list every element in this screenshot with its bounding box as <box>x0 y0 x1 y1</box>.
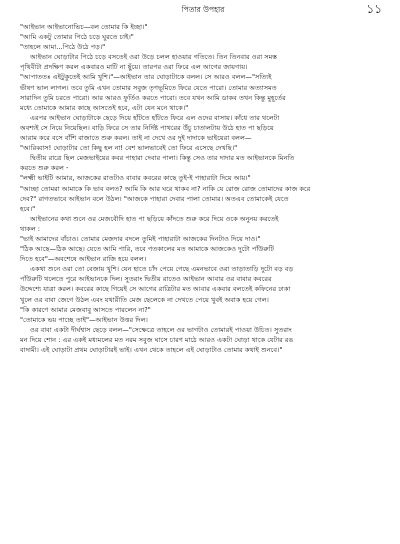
text-line: "তাহলে আমা...পিঠে উঠে পড়।" <box>20 43 106 52</box>
text-line: করতে শুরু করল - <box>20 164 69 173</box>
text-line: "ঠিক আছে—ঠিক আছে। যেতে আমি পারি, তবে গতকালের মত আমাকে আজকেও দুটো পাঁউরুটি <box>20 245 274 254</box>
text-line: "ভাই আমাদের বাঁচাও। তোমার মেজদার বদলে তুমিই পাহারাটা আজকের দিনটাও দিয়ে দাও।" <box>20 234 261 243</box>
text-line: এরপর আইভান ঘোড়াটাকে ছেড়ে দিয়ে হাঁটতে হাঁটতে ফিরে এল ওদের বাসায়। কাঁধে তার থলেটা <box>30 113 280 122</box>
text-line: পৃথিবীটা প্রদক্ষিণ করল একবারও মাটি না ছুঁয়ে। তারপর ওরা ফিরে এল আগের জায়গায়। <box>20 63 248 72</box>
page-number: ১১ <box>366 2 382 16</box>
text-line: খুলে ওর বাবা জেগে উঠল এবং যথারীতি মেজ ছেলেকে না দেখতে পেয়ে খুবই অবাক হয়ে গেল। <box>20 295 269 304</box>
text-line: পাঁউরুটি থলেতে পুরে আইভানকে দিল। সুতরাং দ্বিতীয় রাতেও আইভান আবার ওর বাবার কবরের <box>20 275 272 284</box>
text-line: "লক্ষ্মী ভাইটি আমার, আজকের রাতটাও বাবার কবরের কাছে তুই-ই পাহারাটা দিয়ে আয়।" <box>20 174 251 183</box>
text-line: আইভানের কথা শুনে ওর মেজবৌদি হাত পা ছড়িয়ে কাঁদতে শুরু করে দিয়ে ওকে অনুনয় করতেই <box>30 214 279 223</box>
text-line: "কি কারণে আমার মেজবাবু আসতে পারলেন না?" <box>20 305 151 314</box>
text-line: "আরিব্বাস! ঘোড়াটার তো কিছু হল না! বেশ ভালভাবেই তো ফিরে এসেছে দেখছি।" <box>20 144 238 153</box>
text-line: "আমি একটু তোমার পিঠে চড়ে ঘুরতে চাই।" <box>20 33 134 42</box>
text-line: "আপাততঃ এইটুকুতেই আমি খুশি।"—আইভান তার ঘোড়াটাকে বলল। সে আরও বলল—"সত্যিই <box>20 73 272 82</box>
text-line: দেব?" রাগতভাবে আইভান বলে উঠল। "আজকে পাহারা দেবার পালা তোমার। অতএব তোমাকেই যেতে <box>20 194 289 203</box>
text-line: থাকল : <box>20 224 41 233</box>
text-line: আইভান ঘোড়াটার পিঠে চড়ে বসতেই ওরা উড়ে চলল হাওয়ার গতিতে। তিন তিনবার ওরা সমস্ত <box>30 53 277 62</box>
text-line: অবশ্যই সে নিয়ে নিয়েছিল। বাড়ি ফিরে সে তার নির্দিষ্ট পাথরের উঁচু চাতালটায় উঠে হাত পা ছড়িয়ে <box>20 123 274 132</box>
text-line: ভীষণ ভাল লাগল। তবে তুমি এখন তোমার সবুজ তৃণভূমিতে ফিরে যেতে পারো। তোমার অত্যাসমত <box>20 83 277 92</box>
running-title: পিতার উপহার <box>181 5 225 14</box>
text-line: হবে।" <box>20 204 36 213</box>
text-line: আরাম করে বসে বাঁশি বাজাতে শুরু করল। তাই না দেখে ওর দুই দাদাকে ভাইয়েরা বলল— <box>20 134 252 143</box>
text-line: বাদামী। এই ঘোড়াটা প্রথম ঘোড়াটারই ভাই। এখন থেকে তাহলে এই ঘোড়াটাও তোমার কথাই শুনবে।" <box>20 346 283 354</box>
text-line: সারাদিন তুমি চরতে পারো। আর আরও ফুর্তিও করতে পারো। তবে যখন আমি ডাকব তখন কিন্তু মুহূর্তের <box>20 93 286 102</box>
text-line: মন দিয়ে শোন : এর একই মধ্যমলের মত নরম সবুজ ঘাসে চারণ মাঠে আরও একটা ঘোড়া থাকে যেটার রঙ <box>20 335 294 344</box>
text-line: "আইভান আইভানোভিচ—বল তোমার কি ইচ্ছা।" <box>20 23 148 31</box>
text-line: দ্বিতীয় রাত্রে ছিল মেজভাইয়ের কবর পাহারা দেবার পালা। কিন্তু সেও তার দাদার মত আইভানকে মিনতি <box>30 154 295 163</box>
body-text <box>20 22 386 355</box>
text-line: মধ্যে তোমাকে আমার কাছে আসতেই হবে, এটা যেন মনে থাকে।" <box>20 103 189 112</box>
text-line: "তোমাকে ভয় পাচ্ছে তাই"—আইভান উত্তর দিল। <box>20 315 148 324</box>
text-line: দিতে হবে"—অবশেষে আইভান রাজি হয়ে বলল। <box>20 255 147 264</box>
text-line: ওর বাবা একটা দীর্ঘশ্বাস ছেড়ে বলল—"সেক্ষেত্রে তাহলে ওর ভাগটাও তোমারই পাওয়া উচিত। সুতরাং <box>30 325 292 334</box>
text-line: একথা শুনে ওরা তো বেজায় খুশি। যেন হাতে চাঁদ পেয়ে গেছে এমনভাবে ওরা তাড়াতাড়ি দুটো বড় বড় <box>30 265 294 274</box>
text-line: উদ্দেশ্যে যাত্রা করল। কবরের কাছে গিয়েই সে আগের রাত্রিটার মত আবার একবার বলতেই কফিনের ঢাকা <box>20 285 291 294</box>
page-header <box>20 0 386 22</box>
text-line: "আচ্ছা তোমরা আমাকে কি ভাব বলত? আমি কি আর ঘরে থাকব না? নাকি যে রোজ রোজ তোমাদের কাজ করে <box>20 184 311 193</box>
